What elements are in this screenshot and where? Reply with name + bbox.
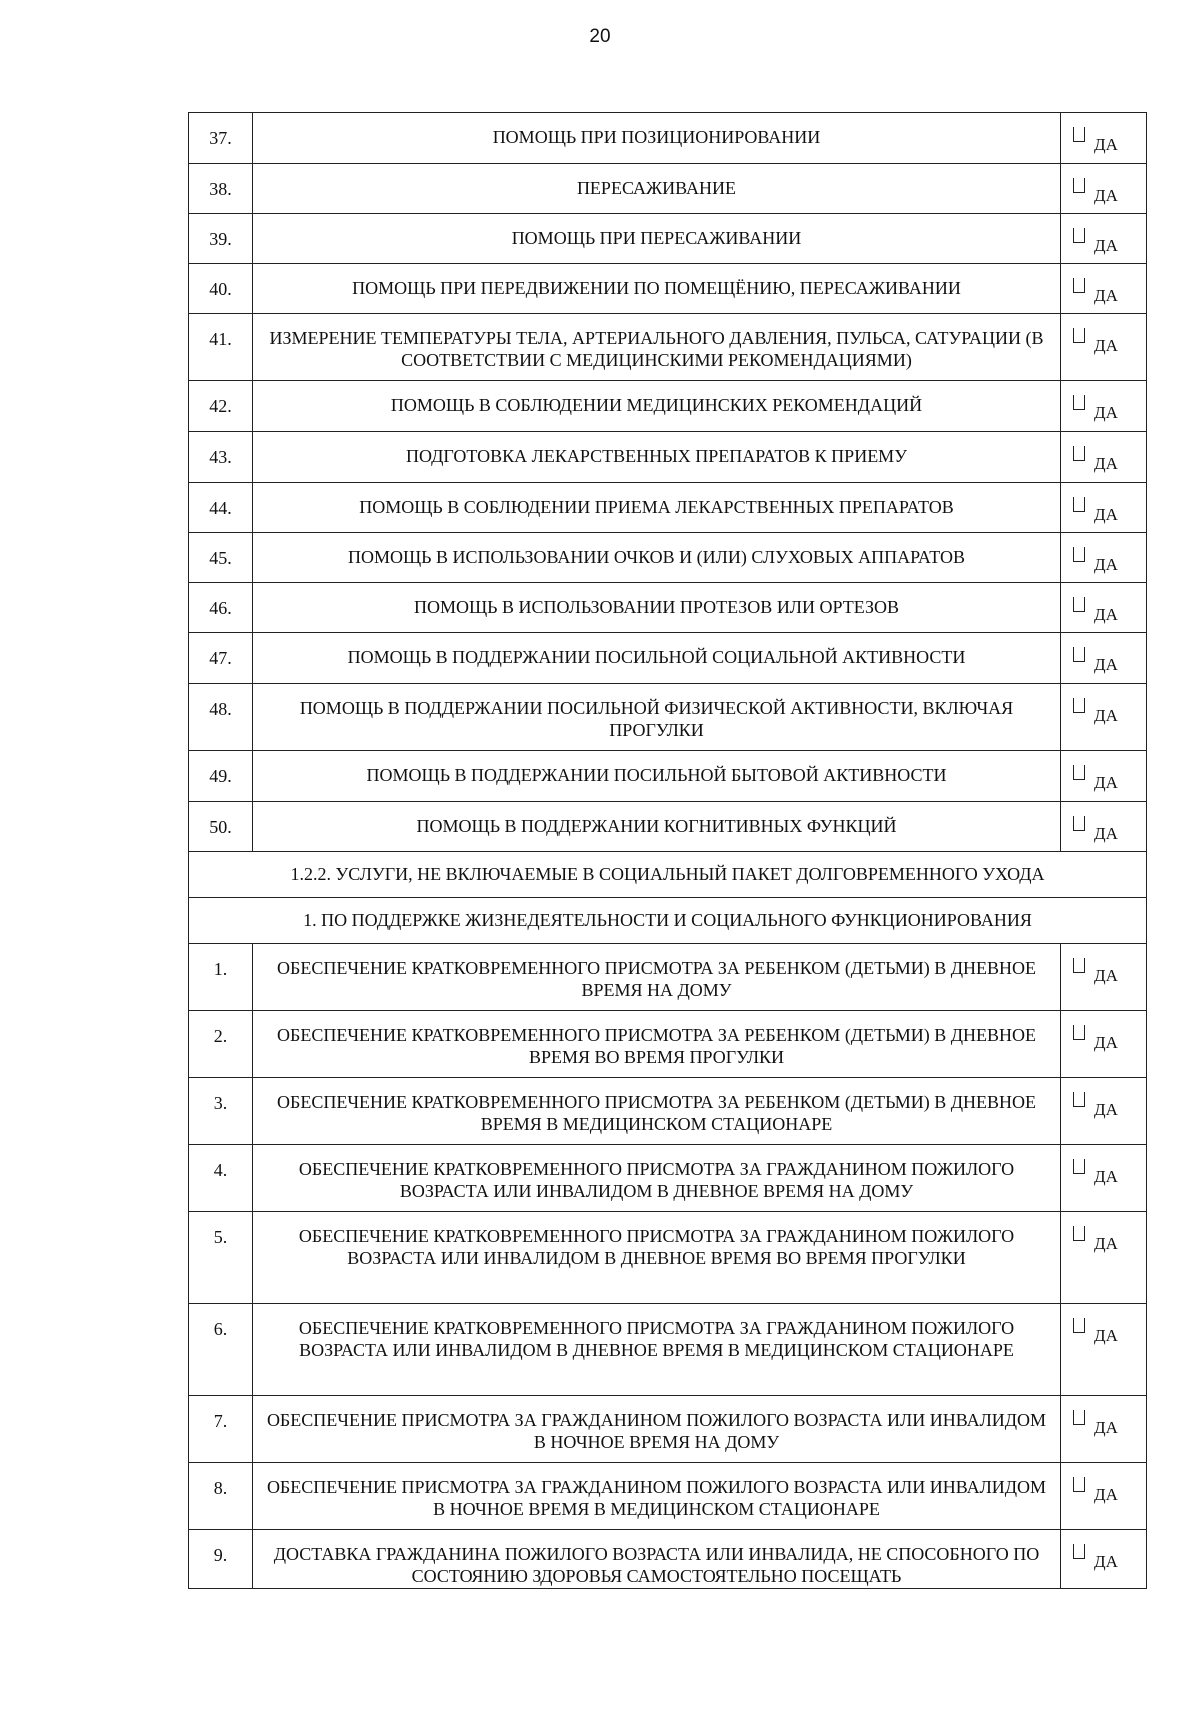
table-row (189, 1463, 1147, 1530)
services-table-part-a (189, 113, 1147, 852)
yes-checkbox-cell (1061, 583, 1147, 633)
service-description: ОБЕСПЕЧЕНИЕ КРАТКОВРЕМЕННОГО ПРИСМОТРА ЗА ГРАЖДАНИНОМ ПОЖИЛОГО ВОЗРАСТА ИЛИ ИНВАЛИДОМ В ДНЕВНОЕ ВРЕМЯ НА ДОМУ (253, 1145, 1061, 1212)
table-row (189, 432, 1147, 483)
checkbox-label: ДА (1094, 706, 1118, 725)
checkbox[interactable] (1073, 1226, 1085, 1241)
checkbox-label: ДА (1094, 655, 1118, 674)
yes-checkbox-cell (1061, 684, 1147, 751)
section-heading-row (189, 852, 1147, 898)
service-description: ПОМОЩЬ ПРИ ПЕРЕДВИЖЕНИИ ПО ПОМЕЩЁНИЮ, ПЕРЕСАЖИВАНИИ (253, 264, 1061, 314)
row-number: 7. (189, 1396, 253, 1463)
checkbox[interactable] (1073, 698, 1085, 713)
services-table-part-b (189, 944, 1147, 1589)
table-row (189, 1145, 1147, 1212)
checkbox-label: ДА (1094, 1033, 1118, 1052)
checkbox-label: ДА (1094, 1326, 1118, 1345)
yes-checkbox-cell (1061, 1145, 1147, 1212)
table-row (189, 264, 1147, 314)
checkbox-label: ДА (1094, 286, 1118, 305)
table-row (189, 1011, 1147, 1078)
row-number: 48. (189, 684, 253, 751)
yes-checkbox-cell (1061, 314, 1147, 381)
yes-checkbox-cell (1061, 264, 1147, 314)
checkbox[interactable] (1073, 765, 1085, 780)
row-number: 49. (189, 751, 253, 802)
table-row (189, 1078, 1147, 1145)
row-number: 4. (189, 1145, 253, 1212)
yes-checkbox-cell (1061, 113, 1147, 164)
checkbox[interactable] (1073, 597, 1085, 612)
checkbox-label: ДА (1094, 605, 1118, 624)
row-number: 40. (189, 264, 253, 314)
table-row (189, 483, 1147, 533)
checkbox[interactable] (1073, 1159, 1085, 1174)
yes-checkbox-cell (1061, 381, 1147, 432)
row-number: 42. (189, 381, 253, 432)
row-number: 50. (189, 802, 253, 852)
checkbox-label: ДА (1094, 1485, 1118, 1504)
page-number: 20 (589, 26, 611, 47)
yes-checkbox-cell (1061, 802, 1147, 852)
yes-checkbox-cell (1061, 483, 1147, 533)
row-number: 8. (189, 1463, 253, 1530)
yes-checkbox-cell (1061, 944, 1147, 1011)
checkbox[interactable] (1073, 446, 1085, 461)
table-row (189, 1530, 1147, 1589)
table-row (189, 381, 1147, 432)
service-description: ПОМОЩЬ ПРИ ПОЗИЦИОНИРОВАНИИ (253, 113, 1061, 164)
service-description: ПОДГОТОВКА ЛЕКАРСТВЕННЫХ ПРЕПАРАТОВ К ПРИЕМУ (253, 432, 1061, 483)
service-description: ПОМОЩЬ В ПОДДЕРЖАНИИ ПОСИЛЬНОЙ БЫТОВОЙ АКТИВНОСТИ (253, 751, 1061, 802)
checkbox-label: ДА (1094, 1418, 1118, 1437)
table-row (189, 684, 1147, 751)
checkbox[interactable] (1073, 647, 1085, 662)
service-description: ОБЕСПЕЧЕНИЕ КРАТКОВРЕМЕННОГО ПРИСМОТРА ЗА ГРАЖДАНИНОМ ПОЖИЛОГО ВОЗРАСТА ИЛИ ИНВАЛИДОМ В ДНЕВНОЕ ВРЕМЯ В МЕДИЦИНСКОМ СТАЦИОНАРЕ (253, 1304, 1061, 1396)
yes-checkbox-cell (1061, 432, 1147, 483)
subsection-heading-row (189, 898, 1147, 944)
table-row (189, 751, 1147, 802)
checkbox[interactable] (1073, 278, 1085, 293)
checkbox-label: ДА (1094, 824, 1118, 843)
service-description: ПОМОЩЬ В ПОДДЕРЖАНИИ ПОСИЛЬНОЙ СОЦИАЛЬНОЙ АКТИВНОСТИ (253, 633, 1061, 684)
checkbox[interactable] (1073, 178, 1085, 193)
table-row (189, 214, 1147, 264)
row-number: 3. (189, 1078, 253, 1145)
row-number: 46. (189, 583, 253, 633)
checkbox-label: ДА (1094, 403, 1118, 422)
checkbox[interactable] (1073, 1477, 1085, 1492)
table-row (189, 802, 1147, 852)
row-number: 9. (189, 1530, 253, 1589)
table-row (189, 633, 1147, 684)
checkbox[interactable] (1073, 127, 1085, 142)
checkbox[interactable] (1073, 816, 1085, 831)
checkbox[interactable] (1073, 395, 1085, 410)
yes-checkbox-cell (1061, 633, 1147, 684)
checkbox[interactable] (1073, 547, 1085, 562)
checkbox[interactable] (1073, 958, 1085, 973)
checkbox[interactable] (1073, 228, 1085, 243)
row-number: 6. (189, 1304, 253, 1396)
service-description: ПОМОЩЬ В ИСПОЛЬЗОВАНИИ ОЧКОВ И (ИЛИ) СЛУХОВЫХ АППАРАТОВ (253, 533, 1061, 583)
checkbox-label: ДА (1094, 1552, 1118, 1571)
service-description: ОБЕСПЕЧЕНИЕ КРАТКОВРЕМЕННОГО ПРИСМОТРА ЗА РЕБЕНКОМ (ДЕТЬМИ) В ДНЕВНОЕ ВРЕМЯ ВО ВРЕМЯ ПРОГУЛКИ (253, 1011, 1061, 1078)
yes-checkbox-cell (1061, 533, 1147, 583)
row-number: 41. (189, 314, 253, 381)
service-description: ПОМОЩЬ В СОБЛЮДЕНИИ ПРИЕМА ЛЕКАРСТВЕННЫХ ПРЕПАРАТОВ (253, 483, 1061, 533)
service-description: ОБЕСПЕЧЕНИЕ КРАТКОВРЕМЕННОГО ПРИСМОТРА ЗА РЕБЕНКОМ (ДЕТЬМИ) В ДНЕВНОЕ ВРЕМЯ НА ДОМУ (253, 944, 1061, 1011)
service-description: ПОМОЩЬ В ИСПОЛЬЗОВАНИИ ПРОТЕЗОВ ИЛИ ОРТЕЗОВ (253, 583, 1061, 633)
yes-checkbox-cell (1061, 164, 1147, 214)
table-row (189, 583, 1147, 633)
yes-checkbox-cell (1061, 1304, 1147, 1396)
checkbox-label: ДА (1094, 555, 1118, 574)
service-description: ПОМОЩЬ В ПОДДЕРЖАНИИ КОГНИТИВНЫХ ФУНКЦИЙ (253, 802, 1061, 852)
row-number: 37. (189, 113, 253, 164)
row-number: 5. (189, 1212, 253, 1304)
service-description: ОБЕСПЕЧЕНИЕ КРАТКОВРЕМЕННОГО ПРИСМОТРА ЗА ГРАЖДАНИНОМ ПОЖИЛОГО ВОЗРАСТА ИЛИ ИНВАЛИДОМ В ДНЕВНОЕ ВРЕМЯ ВО ВРЕМЯ ПРОГУЛКИ (253, 1212, 1061, 1304)
row-number: 47. (189, 633, 253, 684)
row-number: 1. (189, 944, 253, 1011)
yes-checkbox-cell (1061, 751, 1147, 802)
subsection-heading: 1. ПО ПОДДЕРЖКЕ ЖИЗНЕДЕЯТЕЛЬНОСТИ И СОЦИАЛЬНОГО ФУНКЦИОНИРОВАНИЯ (189, 898, 1147, 944)
yes-checkbox-cell (1061, 214, 1147, 264)
service-description: ПЕРЕСАЖИВАНИЕ (253, 164, 1061, 214)
yes-checkbox-cell (1061, 1463, 1147, 1530)
section-heading: 1.2.2. УСЛУГИ, НЕ ВКЛЮЧАЕМЫЕ В СОЦИАЛЬНЫЙ ПАКЕТ ДОЛГОВРЕМЕННОГО УХОДА (189, 852, 1147, 898)
checkbox[interactable] (1073, 1092, 1085, 1107)
checkbox-label: ДА (1094, 1100, 1118, 1119)
table-row (189, 944, 1147, 1011)
checkbox-label: ДА (1094, 966, 1118, 985)
services-table (188, 112, 1147, 1589)
checkbox[interactable] (1073, 328, 1085, 343)
checkbox-label: ДА (1094, 135, 1118, 154)
table-row (189, 1396, 1147, 1463)
row-number: 2. (189, 1011, 253, 1078)
row-number: 38. (189, 164, 253, 214)
checkbox-label: ДА (1094, 454, 1118, 473)
checkbox-label: ДА (1094, 336, 1118, 355)
service-description: ОБЕСПЕЧЕНИЕ ПРИСМОТРА ЗА ГРАЖДАНИНОМ ПОЖИЛОГО ВОЗРАСТА ИЛИ ИНВАЛИДОМ В НОЧНОЕ ВРЕМЯ В МЕДИЦИНСКОМ СТАЦИОНАРЕ (253, 1463, 1061, 1530)
yes-checkbox-cell (1061, 1078, 1147, 1145)
table-row (189, 164, 1147, 214)
checkbox-label: ДА (1094, 773, 1118, 792)
checkbox-label: ДА (1094, 1234, 1118, 1253)
checkbox-label: ДА (1094, 236, 1118, 255)
table-row (189, 1212, 1147, 1304)
checkbox[interactable] (1073, 1318, 1085, 1333)
service-description: ОБЕСПЕЧЕНИЕ КРАТКОВРЕМЕННОГО ПРИСМОТРА ЗА РЕБЕНКОМ (ДЕТЬМИ) В ДНЕВНОЕ ВРЕМЯ В МЕДИЦИНСКОМ СТАЦИОНАРЕ (253, 1078, 1061, 1145)
checkbox-label: ДА (1094, 505, 1118, 524)
service-description: ДОСТАВКА ГРАЖДАНИНА ПОЖИЛОГО ВОЗРАСТА ИЛИ ИНВАЛИДА, НЕ СПОСОБНОГО ПО СОСТОЯНИЮ ЗДОРОВЬЯ САМОСТОЯТЕЛЬНО ПОСЕЩАТЬ (253, 1530, 1061, 1589)
row-number: 45. (189, 533, 253, 583)
checkbox-label: ДА (1094, 1167, 1118, 1186)
yes-checkbox-cell (1061, 1212, 1147, 1304)
row-number: 44. (189, 483, 253, 533)
row-number: 43. (189, 432, 253, 483)
service-description: ОБЕСПЕЧЕНИЕ ПРИСМОТРА ЗА ГРАЖДАНИНОМ ПОЖИЛОГО ВОЗРАСТА ИЛИ ИНВАЛИДОМ В НОЧНОЕ ВРЕМЯ НА ДОМУ (253, 1396, 1061, 1463)
service-description: ИЗМЕРЕНИЕ ТЕМПЕРАТУРЫ ТЕЛА, АРТЕРИАЛЬНОГО ДАВЛЕНИЯ, ПУЛЬСА, САТУРАЦИИ (В СООТВЕТСТВИИ С МЕДИЦИНСКИМИ РЕКОМЕНДАЦИЯМИ) (253, 314, 1061, 381)
yes-checkbox-cell (1061, 1530, 1147, 1589)
service-description: ПОМОЩЬ В СОБЛЮДЕНИИ МЕДИЦИНСКИХ РЕКОМЕНДАЦИЙ (253, 381, 1061, 432)
checkbox[interactable] (1073, 497, 1085, 512)
table-row (189, 314, 1147, 381)
service-description: ПОМОЩЬ В ПОДДЕРЖАНИИ ПОСИЛЬНОЙ ФИЗИЧЕСКОЙ АКТИВНОСТИ, ВКЛЮЧАЯ ПРОГУЛКИ (253, 684, 1061, 751)
table-row (189, 533, 1147, 583)
row-number: 39. (189, 214, 253, 264)
yes-checkbox-cell (1061, 1011, 1147, 1078)
checkbox-label: ДА (1094, 186, 1118, 205)
table-row (189, 113, 1147, 164)
checkbox[interactable] (1073, 1025, 1085, 1040)
table-row (189, 1304, 1147, 1396)
section-headings (189, 852, 1147, 944)
service-description: ПОМОЩЬ ПРИ ПЕРЕСАЖИВАНИИ (253, 214, 1061, 264)
yes-checkbox-cell (1061, 1396, 1147, 1463)
checkbox[interactable] (1073, 1410, 1085, 1425)
checkbox[interactable] (1073, 1544, 1085, 1559)
